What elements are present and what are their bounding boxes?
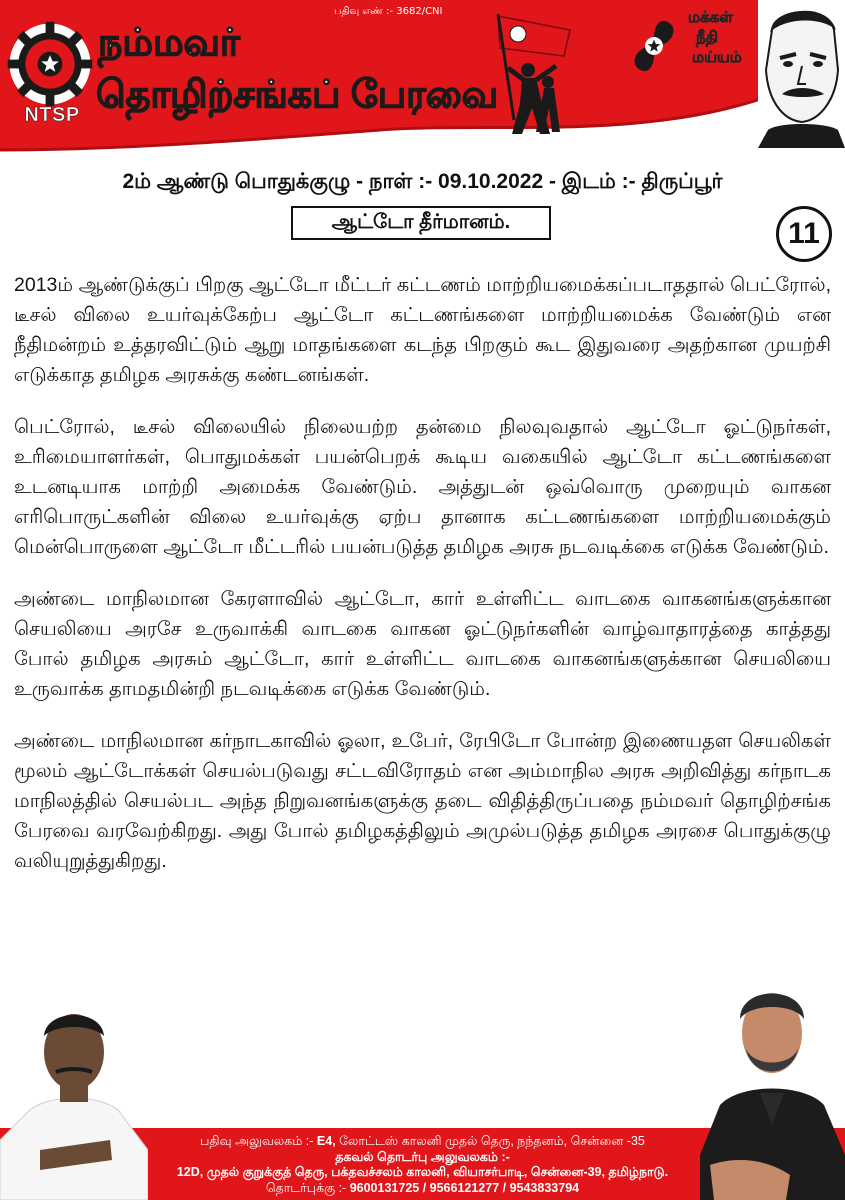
office-label: பதிவு அலுவலகம் :- (200, 1134, 314, 1148)
org-abbreviation: NTSP (24, 104, 80, 126)
phone-numbers: 9600131725 / 9566121277 / 9543833794 (349, 1180, 580, 1195)
party-name-line3: மய்யம் (692, 49, 742, 66)
footer-contact (150, 1134, 695, 1196)
party-name-line1: மக்கள் (688, 9, 733, 26)
office-door-number: E4, (316, 1134, 336, 1148)
party-name-line2: நீதி (696, 29, 718, 46)
meeting-details: 2ம் ஆண்டு பொதுக்குழு - நாள் :- 09.10.2022 - இடம் :- திருப்பூர் (122, 170, 723, 193)
header-banner (0, 0, 845, 165)
org-name-line2: தொழிற்சங்கப் பேரவை (96, 74, 499, 116)
person-left-photo (0, 990, 148, 1200)
registration-number: பதிவு எண் :- 3682/CNI (334, 6, 443, 17)
footer-phone-line (150, 1181, 695, 1197)
resolution-number-badge: 11 (776, 206, 832, 262)
paragraph: 2013ம் ஆண்டுக்குப் பிறகு ஆட்டோ மீட்டர் கட்டணம் மாற்றியமைக்கப்படாததால் பெட்ரோல், டீசல் விலை உயர்வுக்கேற்ப ஆட்டோ கட்டணங்களை மாற்றியமைக்க வேண்டும் என நீதிமன்றம் உத்தரவிட்டும் ஆறு மாதங்களை கடந்த பிறகும் கூட இதுவரை அதற்கான முயற்சி எடுக்காத தமிழக அரசுக்கு கண்டனங்கள். (14, 274, 831, 386)
contact-office-label: தகவல் தொடர்பு அலுவலகம் :- (335, 1149, 510, 1164)
contact-address: 12D, முதல் குறுக்குத் தெரு, பக்தவச்சலம் காலனி, வியாசர்பாடி, சென்னை-39, தமிழ்நாடு. (176, 1165, 669, 1179)
flag-bearer-icon (470, 8, 585, 138)
resolution-body (14, 270, 831, 898)
person-right-photo (700, 975, 845, 1200)
party-name (688, 8, 758, 68)
resolution-title: ஆட்டோ தீர்மானம். (291, 206, 551, 240)
paragraph: அண்டை மாநிலமான கர்நாடகாவில் ஓலா, உபேர், ரேபிடோ போன்ற இணையதள செயலிகள் மூலம் ஆட்டோக்கள் செயல்படுவது சட்டவிரோதம் என அம்மாநில அரசு அறிவித்து கர்நாடக மாநிலத்தில் செயல்பட அந்த நிறுவனங்களுக்கு தடை விதித்திருப்பதை நம்மவர் தொழிற்சங்க பேரவை வரவேற்கிறது. அது போல் தமிழகத்திலும் அமுல்படுத்த தமிழக அரசை பொதுக்குழு வலியுறுத்துகிறது. (14, 730, 831, 872)
phone-label: தொடர்புக்கு :- (265, 1180, 347, 1195)
office-address: லோட்டஸ் காலனி முதல் தெரு, நந்தனம், சென்னை -35 (339, 1134, 645, 1148)
footer-office-line (150, 1134, 695, 1150)
leader-portrait-image (758, 0, 845, 148)
paragraph: பெட்ரோல், டீசல் விலையில் நிலையற்ற தன்மை நிலவுவதால் ஆட்டோ ஓட்டுநர்கள், உரிமையாளர்கள், பொதுமக்கள் பயன்பெறக் கூடிய வகையில் ஆட்டோ கட்டணங்களை உடனடியாக மாற்றி அமைக்க வேண்டும். அத்துடன் ஒவ்வொரு முறையும் வாகன எரிபொருட்களின் விலை உயர்வுக்கு ஏற்ப தானாக கட்டணங்களை மாற்றியமைக்கும் மென்பொருளை ஆட்டோ மீட்டரில் பயன்படுத்த தமிழக அரசு நடவடிக்கை எடுக்க வேண்டும். (14, 416, 831, 558)
ntsp-gear-logo-icon (6, 20, 94, 108)
mnm-party-logo-icon (622, 14, 686, 78)
paragraph: அண்டை மாநிலமான கேரளாவில் ஆட்டோ, கார் உள்ளிட்ட வாடகை வாகனங்களுக்கான செயலியை அரசே உருவாக்கி வாடகை வாகன ஓட்டுநர்களின் வாழ்வாதாரத்தை காத்தது போல் தமிழக அரசும் ஆட்டோ, கார் உள்ளிட்ட வாடகை வாகனங்களுக்கான செயலியை உருவாக்க தாமதமின்றி நடவடிக்கை எடுக்க வேண்டும். (14, 588, 831, 700)
org-name-line1: நம்மவர் (98, 22, 240, 64)
